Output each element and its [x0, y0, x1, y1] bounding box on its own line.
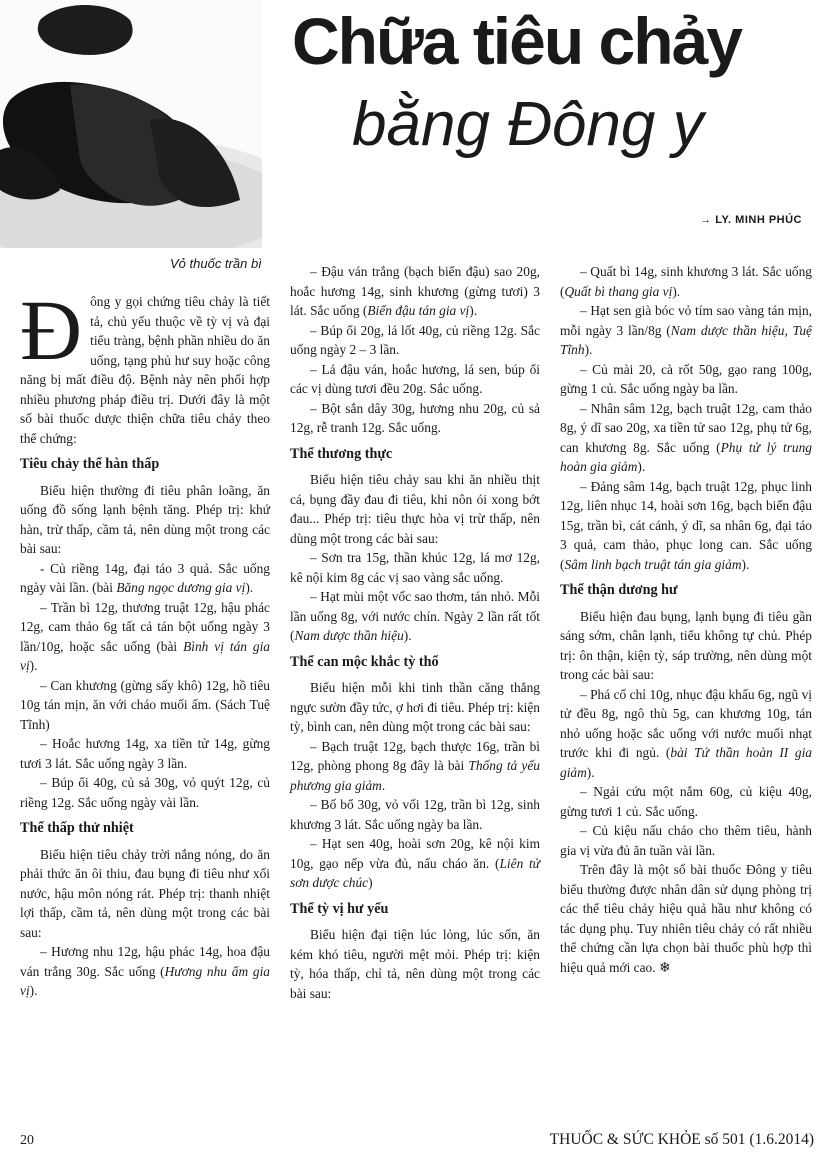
photo-caption: Vỏ thuốc trần bì	[170, 256, 262, 271]
paragraph: – Hoắc hương 14g, xa tiền tử 14g, gừng tươi 3 lát. Sắc uống ngày 3 lần.	[20, 736, 270, 771]
paragraph: Biểu hiện tiêu chảy sau khi ăn nhiều thịt cá, bụng đầy đau đi tiêu, khi nôn ói xong bớt đau... Phép trị: tiêu thực hòa vị trừ thấp, nên dùng một trong các bài sau:	[290, 472, 540, 546]
section-heading: Thể can mộc khắc tỳ thổ	[290, 653, 439, 670]
paragraph: Biểu hiện tiêu chảy trời nắng nóng, do ăn phải thức ăn ôi thiu, đau bụng đi tiêu như xối nước, hậu môn nóng rát. Phép trị: thanh nhiệt lợi thấp, cầm tả, nên dùng một trong các bài sau:	[20, 846, 270, 940]
author-byline: → LY. MINH PHÚC	[700, 214, 802, 226]
article-title-line1: Chữa tiêu chảy	[292, 4, 741, 78]
paragraph: – Quất bì 14g, sinh khương 3 lát. Sắc uống (Quất bì thang gia vị).	[560, 264, 812, 299]
page-number: 20	[20, 1133, 34, 1148]
section-heading: Thể thấp thử nhiệt	[20, 820, 134, 836]
paragraph: – Trần bì 12g, thương truật 12g, hậu phác 12g, cam thảo 6g tất cả tán bột uống ngày 3 lần/10g, hoặc sắc uống (bài Bình vị tán gia vị).	[20, 599, 270, 673]
paragraph: – Ngải cứu một nắm 60g, củ kiệu 40g, gừng tươi 1 củ. Sắc uống.	[560, 784, 812, 819]
paragraph: – Bột sắn dây 30g, hương nhu 20g, củ sả 12g, rễ tranh 12g. Sắc uống.	[290, 400, 540, 435]
paragraph: Biểu hiện thường đi tiêu phân loãng, ăn uống đồ sống lạnh bệnh tăng. Phép trị: khứ hàn, trừ thấp, cầm tả, nên dùng một trong các bài sau:	[20, 482, 270, 556]
paragraph: – Hạt mùi một vốc sao thơm, tán nhỏ. Mỗi lần uống 8g, với nước chín. Ngày 2 lần rất tốt (Nam dược thần hiệu).	[290, 589, 540, 643]
paragraph: – Búp ổi 20g, lá lốt 40g, củ riềng 12g. Sắc uống ngày 2 – 3 lần.	[290, 322, 540, 357]
section-heading: Tiêu chảy thể hàn thấp	[20, 456, 160, 472]
article-title-line2: bằng Đông y	[352, 90, 704, 159]
paragraph: – Hạt sen 40g, hoài sơn 20g, kê nội kim 10g, gạo nếp vừa đủ, nấu cháo ăn. (Liên tử sơn dược chúc)	[290, 836, 540, 890]
paragraph: Biểu hiện mỗi khi tinh thần căng thẳng ngực sườn đầy tức, ợ hơi đi tiêu. Phép trị: kiện tỳ, bình can, nên dùng một trong các bài sau:	[290, 680, 540, 734]
paragraph: – Búp ổi 40g, củ sả 30g, vỏ quýt 12g, củ riềng 12g. Sắc uống ngày vài lần.	[20, 775, 270, 810]
column-1	[20, 282, 270, 1001]
paragraph: – Phá cố chỉ 10g, nhục đậu khấu 6g, ngũ vị tử đều 8g, ngô thù 5g, can khương 10g, tán nhỏ uống hoặc sắc uống với nước muối nhạt trước khi đi ngủ. (bài Tứ thần hoàn II gia giảm).	[560, 686, 812, 780]
paragraph: – Đảng sâm 14g, bạch truật 12g, phục linh 12g, liên nhục 14, hoài sơn 16g, bạch biển đậu 15g, trần bì, cát cánh, ý dĩ, sa nhân 6g, đại táo 3 quả, cam thảo, phục long can. Sắc uống (Sâm linh bạch truật tán gia giảm).	[560, 478, 812, 572]
end-mark-icon: ❄	[658, 960, 671, 976]
paragraph: – Sơn tra 15g, thần khúc 12g, lá mơ 12g, kê nội kim 8g các vị sao vàng sắc uống.	[290, 550, 540, 585]
section-heading: Thể thận dương hư	[560, 582, 678, 598]
paragraph: – Bạch truật 12g, bạch thược 16g, trần bì 12g, phòng phong 8g đây là bài Thống tả yếu phương gia giảm.	[290, 738, 540, 793]
dropcap: Đ	[20, 282, 83, 378]
paragraph: – Đậu ván trắng (bạch biển đậu) sao 20g, hoắc hương 14g, sinh khương (gừng tươi) 3 lát. Sắc uống (Biển đậu tán gia vị).	[290, 264, 540, 318]
herb-photo	[0, 0, 262, 248]
paragraph: - Củ riềng 14g, đại táo 3 quả. Sắc uống ngày vài lần. (bài Băng ngọc dương gia vị).	[20, 560, 270, 595]
paragraph: – Hạt sen già bóc vỏ tím sao vàng tán mịn, mỗi ngày 3 lần/8g (Nam dược thần hiệu, Tuệ Tĩnh).	[560, 303, 812, 357]
intro-paragraph: Đông y gọi chứng tiêu chảy là tiết tả, chủ yếu thuộc về tỳ vị và đại tiểu tràng, bệnh phần nhiều do ăn uống, tạng phủ hư suy hoặc công năng bị mất điều độ. Bệnh này nên phối hợp nhiều phương pháp điều trị. Dưới đây là một số bài thuốc dược thiện chữa tiêu chảy theo thể chứng:	[20, 282, 270, 446]
paragraph: – Củ kiệu nấu cháo cho thêm tiêu, hành gia vị vừa đủ ăn tuần vài lần.	[560, 823, 812, 858]
paragraph: – Củ mài 20, cà rốt 50g, gạo rang 100g, gừng 1 củ. Sắc uống ngày ba lần.	[560, 361, 812, 396]
paragraph: Trên đây là một số bài thuốc Đông y tiêu biểu thường được nhân dân sử dụng phòng trị các thể tiêu chảy hiệu quả hầu như không có tác dụng phụ. Tuy nhiên tiêu chảy có rất nhiều thể chứng cần lựa chọn bài thuốc phù hợp thì hiệu quả mới cao. ❄	[560, 862, 812, 976]
magazine-footer: THUỐC & SỨC KHỎE số 501 (1.6.2014)	[549, 1131, 814, 1148]
paragraph: – Lá đậu ván, hoắc hương, lá sen, búp ổi các vị dùng tươi đều 20g. Sắc uống.	[290, 361, 540, 396]
paragraph: – Can khương (gừng sấy khô) 12g, hồ tiêu 10g tán mịn, ăn với cháo muối ấm. (Sách Tuệ Tĩnh)	[20, 677, 270, 732]
column-2	[290, 262, 540, 1003]
section-heading: Thể tỳ vị hư yếu	[290, 900, 389, 917]
paragraph: – Nhân sâm 12g, bạch truật 12g, cam thảo 8g, ý dĩ sao 20g, xa tiền tử sao 12g, phụ tử 6g, can khương 8g. Sắc uống (Phụ tử lý trung hoàn gia giảm).	[560, 400, 812, 474]
section-heading: Thể thương thực	[290, 445, 393, 462]
paragraph: – Bố bổ 30g, vỏ vối 12g, trần bì 12g, sinh khương 3 lát. Sắc uống ngày ba lần.	[290, 797, 540, 832]
paragraph: Biểu hiện đau bụng, lạnh bụng đi tiêu gần sáng sớm, chân lạnh, tiểu không tự chủ. Phép trị: ôn thận, kiện tỳ, sáp trường, nên dùng một trong các bài sau:	[560, 608, 812, 682]
paragraph: – Hương nhu 12g, hậu phác 14g, hoa đậu ván trắng 30g. Sắc uống (Hương nhu ẩm gia vị).	[20, 944, 270, 998]
paragraph: Biểu hiện đại tiện lúc lỏng, lúc sốn, ăn kém khó tiêu, người mệt mỏi. Phép trị: kiện tỳ, hóa thấp, chỉ tả, nên dùng một trong các bài sau:	[290, 927, 540, 1001]
column-3	[560, 262, 812, 978]
